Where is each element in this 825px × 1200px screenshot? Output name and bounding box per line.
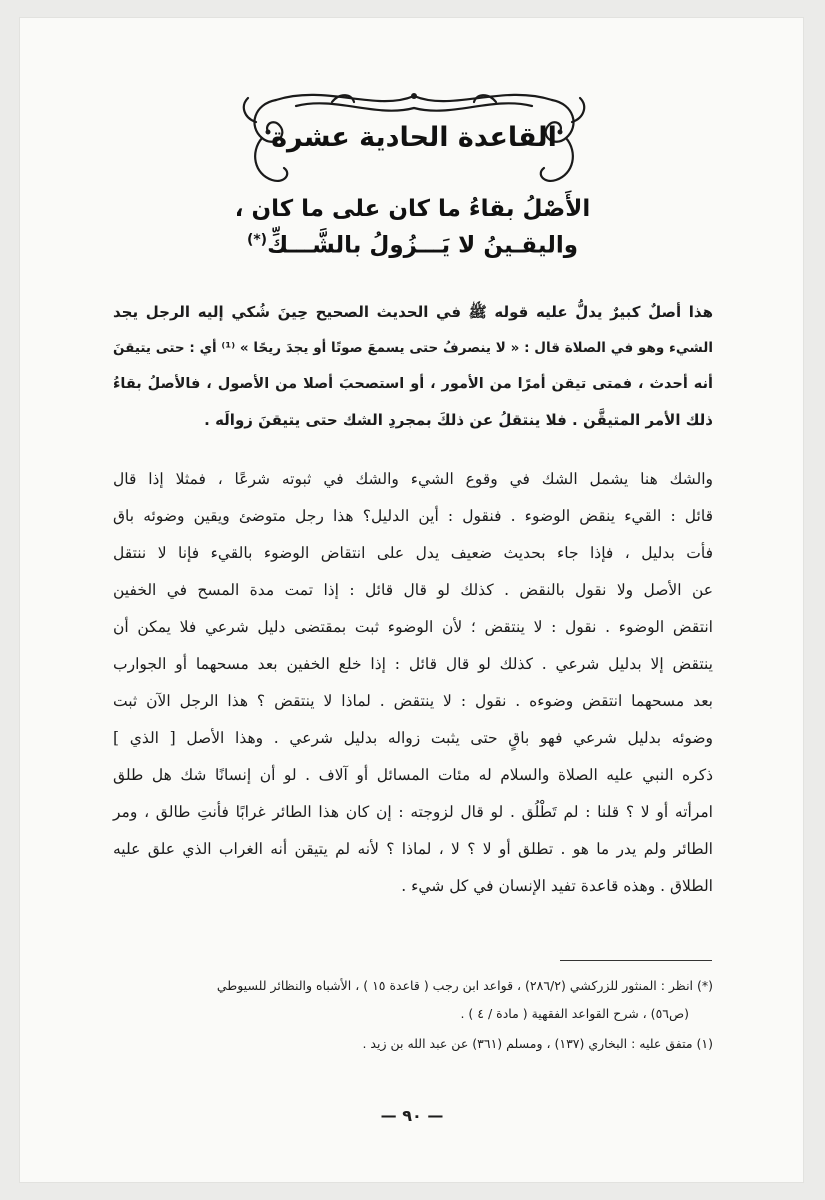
paragraph-line: والشك هنا يشمل الشك في وقوع الشيء والشك في ثبوته شرعًا ، فمثلا إذا قال	[113, 470, 713, 488]
paragraph-line: الشيء وهو في الصلاة قال : « لا ينصرفُ حتى يسمعَ صوتًا أو يجدَ ريحًا » ⁽¹⁾ أي : حتى يتيقنَ	[113, 340, 713, 356]
paragraph-line: الطلاق . وهذه قاعدة تفيد الإنسان في كل شيء .	[401, 877, 713, 895]
footnote-separator	[560, 960, 712, 961]
paragraph-line: فأت بدليل ، فإذا جاء بحديث ضعيف يدل على انتقاض الوضوء بالقيء فإنا لا ننتقل	[113, 544, 713, 562]
paragraph-line: الطائر ولم يدر ما هو . تطلق أو لا ؟ لا ، لماذا ؟ لأنه لم يتيقن أنه الغراب الذي علق عليه	[113, 840, 713, 858]
paragraph-line: ينتقض إلا بدليل شرعي . كذلك لو قال قائل : إذا خلع الخفين بعد مسحهما أو الجوارب	[113, 655, 713, 673]
paragraph-line: عن الأصل ولا نقول بالنقض . كذلك لو قال قائل : إذا تمت مدة المسح في الخفين	[113, 581, 713, 599]
footnote-1: (١) متفق عليه : البخاري (١٣٧) ، ومسلم (٣٦١) عن عبد الله بن زيد .	[362, 1036, 713, 1051]
footnote-star-continued: (ص٥٦) ، شرح القواعد الفقهية ( مادة / ٤ ) .	[460, 1006, 689, 1021]
rule-statement-text: واليقـينُ لا يَـــزُولُ بالشَّـــكِّ	[267, 232, 579, 259]
rule-statement-line-1: الأَصْلُ بقاءُ ما كان على ما كان ،	[234, 196, 591, 222]
paragraph-line: وضوئه بدليل شرعي فهو باقٍ حتى يثبت زواله بدليل شرعي . وهذا الأصل [ الذي ]	[113, 729, 713, 747]
chapter-title: القاعدة الحادية عشرة	[271, 122, 557, 153]
footnote-star: (*) انظر : المنثور للزركشي (٢٨٦/٢) ، قواعد ابن رجب ( قاعدة ١٥ ) ، الأشباه والنظائر للسيوطي	[216, 978, 713, 993]
paragraph-line: ذلك الأمر المتيقَّن . فلا ينتقلُ عن ذلكَ بمجردِ الشك حتى يتيقنَ زوالَه .	[204, 411, 713, 429]
paragraph-line: أنه أحدث ، فمتى تيقن أمرًا من الأمور ، أو استصحبَ أصلا من الأصول ، فالأصلُ بقاءُ	[113, 376, 713, 392]
footnote-marker: (*)	[246, 232, 268, 248]
page-number: — ٩٠ —	[380, 1106, 444, 1125]
paragraph-line: هذا أصلٌ كبيرٌ يدلُّ عليه قوله ﷺ في الحديث الصحيح حِينَ شُكي إليه الرجل يجد	[113, 303, 713, 321]
rule-statement-line-2	[0, 232, 825, 259]
paragraph-line: انتقض الوضوء . نقول : لا ينتقض ؛ لأن الوضوء ثبت بمقتضى دليل شرعي فلا يمكن أن	[113, 618, 713, 636]
paragraph-line: قائل : القيء ينقض الوضوء . فنقول : أين الدليل؟ هذا رجل متوضئ ويقين وضوئه باق	[113, 507, 713, 525]
paragraph-line: امرأته أو لا ؟ قلنا : لم تَطْلُق . لو قال لزوجته : إن كان هذا الطائر غرابًا فأنتِ طالق ، ومر	[113, 803, 713, 821]
paragraph-line: بعد مسحهما انتقض وضوءه . نقول : لا ينتقض . لماذا لا ينتقض ؟ هذا الرجل الآن ثبت	[113, 692, 713, 710]
paragraph-line: ذكره النبي عليه الصلاة والسلام له مئات المسائل أو آلاف . لو أن إنسانًا شك هل طلق	[113, 766, 713, 784]
